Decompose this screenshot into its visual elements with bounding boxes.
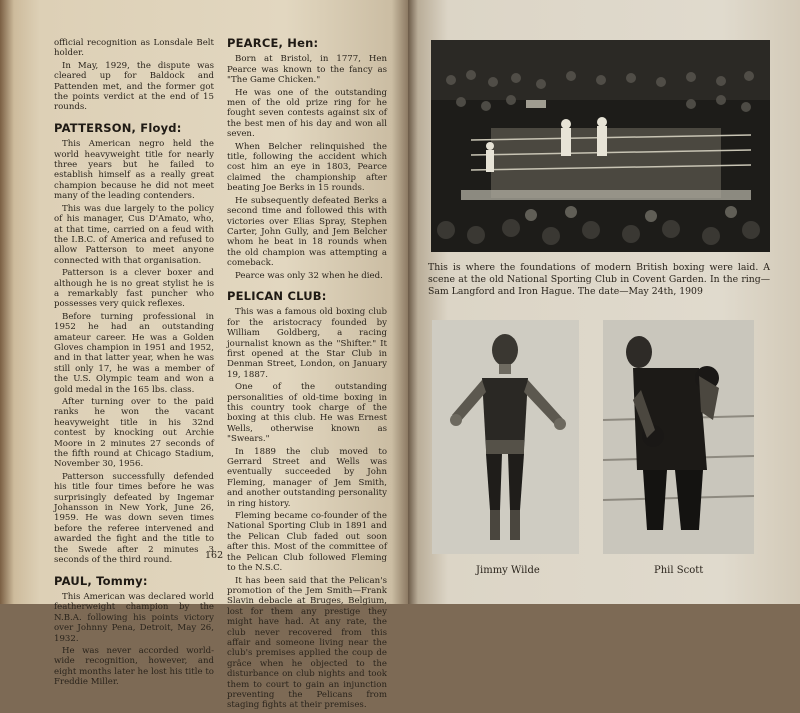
jimmy-wilde-caption: Jimmy Wilde <box>476 565 540 576</box>
entry-heading-patterson: PATTERSON, Floyd: <box>54 120 182 135</box>
entry-heading-pearce: PEARCE, Hen: <box>227 36 319 50</box>
paragraph: He subsequently defeated Berks a second time and followed this with victories over Elias Spray, Stephen Carter, John Gully, and Jem Belcher whom he beat in 18 rounds when the old champion was attempting a comeback. <box>227 195 387 269</box>
ring-scene-photo <box>431 40 770 252</box>
paragraph: He was one of the outstanding men of the old prize ring for he fought seven contests against six of the best men of his day and won all seven. <box>227 87 387 140</box>
phil-scott-photo <box>603 320 754 554</box>
text-column-2 <box>227 38 387 713</box>
page-number: 162 <box>205 550 224 561</box>
paragraph: Patterson successfully defended his title four times before he was surprisingly defeated by Ingemar Johansson in New York, June 26, 1959. He was down seven times before the referee intervened and awarded the fight and the title to the Swede after 2 minutes 3 seconds of the third round. <box>54 471 214 566</box>
paragraph: Pearce was only 32 when he died. <box>235 270 383 281</box>
paragraph: This American was declared world featherweight champion by the N.B.A. following his points victory over Johnny Pena, Detroit, May 26, 1932. <box>54 591 214 644</box>
paragraph: In 1889 the club moved to Gerrard Street and Wells was eventually succeeded by John Fleming, manager of Jem Smith, and another outstanding personality in ring history. <box>227 446 387 509</box>
text-column-1 <box>54 38 214 690</box>
phil-scott-caption: Phil Scott <box>654 565 704 576</box>
paragraph: He was never accorded world-wide recognition, however, and eight months later he lost his title to Freddie Miller. <box>54 645 214 688</box>
paragraph: official recognition as Lonsdale Belt holder. <box>54 38 214 59</box>
main-photo-caption: This is where the foundations of modern British boxing were laid. A scene at the old National Sporting Club in Covent Garden. In the ring—Sam Langford and Iron Hague. The date—May 24th, 1909 <box>428 262 770 297</box>
paragraph: Born at Bristol, in 1777, Hen Pearce was known to the fancy as "The Game Chicken." <box>227 54 387 86</box>
entry-heading-paul: PAUL, Tommy: <box>54 573 148 588</box>
paragraph: This American negro held the world heavyweight title for nearly three years but he failed to establish himself as a really great champion because he did not meet many of the leading contenders. <box>54 139 214 202</box>
paragraph: In May, 1929, the dispute was cleared up for Baldock and Pattenden met, and the former got the points verdict at the end of 15 rounds. <box>54 60 214 113</box>
paragraph: This was a famous old boxing club for the aristocracy founded by William Goldberg, a racing journalist known as the "Shifter." It first opened at the Star Club in Denman Street, London, on January 19, 1887. <box>227 307 387 380</box>
jimmy-wilde-photo <box>432 320 579 554</box>
paragraph: When Belcher relinquished the title, following the accident which cost him an eye in 1803, Pearce claimed the championship after beating Joe Berks in 15 rounds. <box>227 141 387 194</box>
paragraph: It has been said that the Pelican's promotion of the Jem Smith—Frank Slavin debacle at Bruges, Belgium, lost for them any prestige they might have had. At any rate, the club never recovered from this affair and someone living near the club's premises applied the coup de grâce when he objected to the disturbance on club nights and took them to court to gain an injunction preventing the Pelicans from staging fights at their premises. <box>227 575 387 711</box>
paragraph: Fleming became co-founder of the National Sporting Club in 1891 and the Pelican Club faded out soon after this. Most of the committee of the Pelican Club followed Fleming to the N.S.C. <box>227 511 387 574</box>
paragraph: Before turning professional in 1952 he had an outstanding amateur career. He was a Golden Gloves champion in 1951 and 1952, and in that latter year, when he was still only 17, he was a member of the U.S. Olympic team and won a gold medal in the 165 lbs. class. <box>54 311 214 395</box>
paragraph: After turning over to the paid ranks he won the vacant heavyweight title in his 32nd contest by knocking out Archie Moore in 2 minutes 27 seconds of the fifth round at Chicago Stadium, November 30, 1956. <box>54 397 214 470</box>
paragraph: This was due largely to the policy of his manager, Cus D'Amato, who, at that time, carried on a feud with the I.B.C. of America and refused to allow Patterson to meet anyone connected with that organisation. <box>54 203 214 266</box>
entry-heading-pelican-club: PELICAN CLUB: <box>227 288 327 303</box>
paragraph: Patterson is a clever boxer and although he is no great stylist he is a remarkably fast puncher who possesses very quick reflexes. <box>54 268 214 310</box>
paragraph: One of the outstanding personalities of old-time boxing in this country took charge of the boxing at this club. He was Ernest Wells, otherwise known as "Swears." <box>227 382 387 445</box>
